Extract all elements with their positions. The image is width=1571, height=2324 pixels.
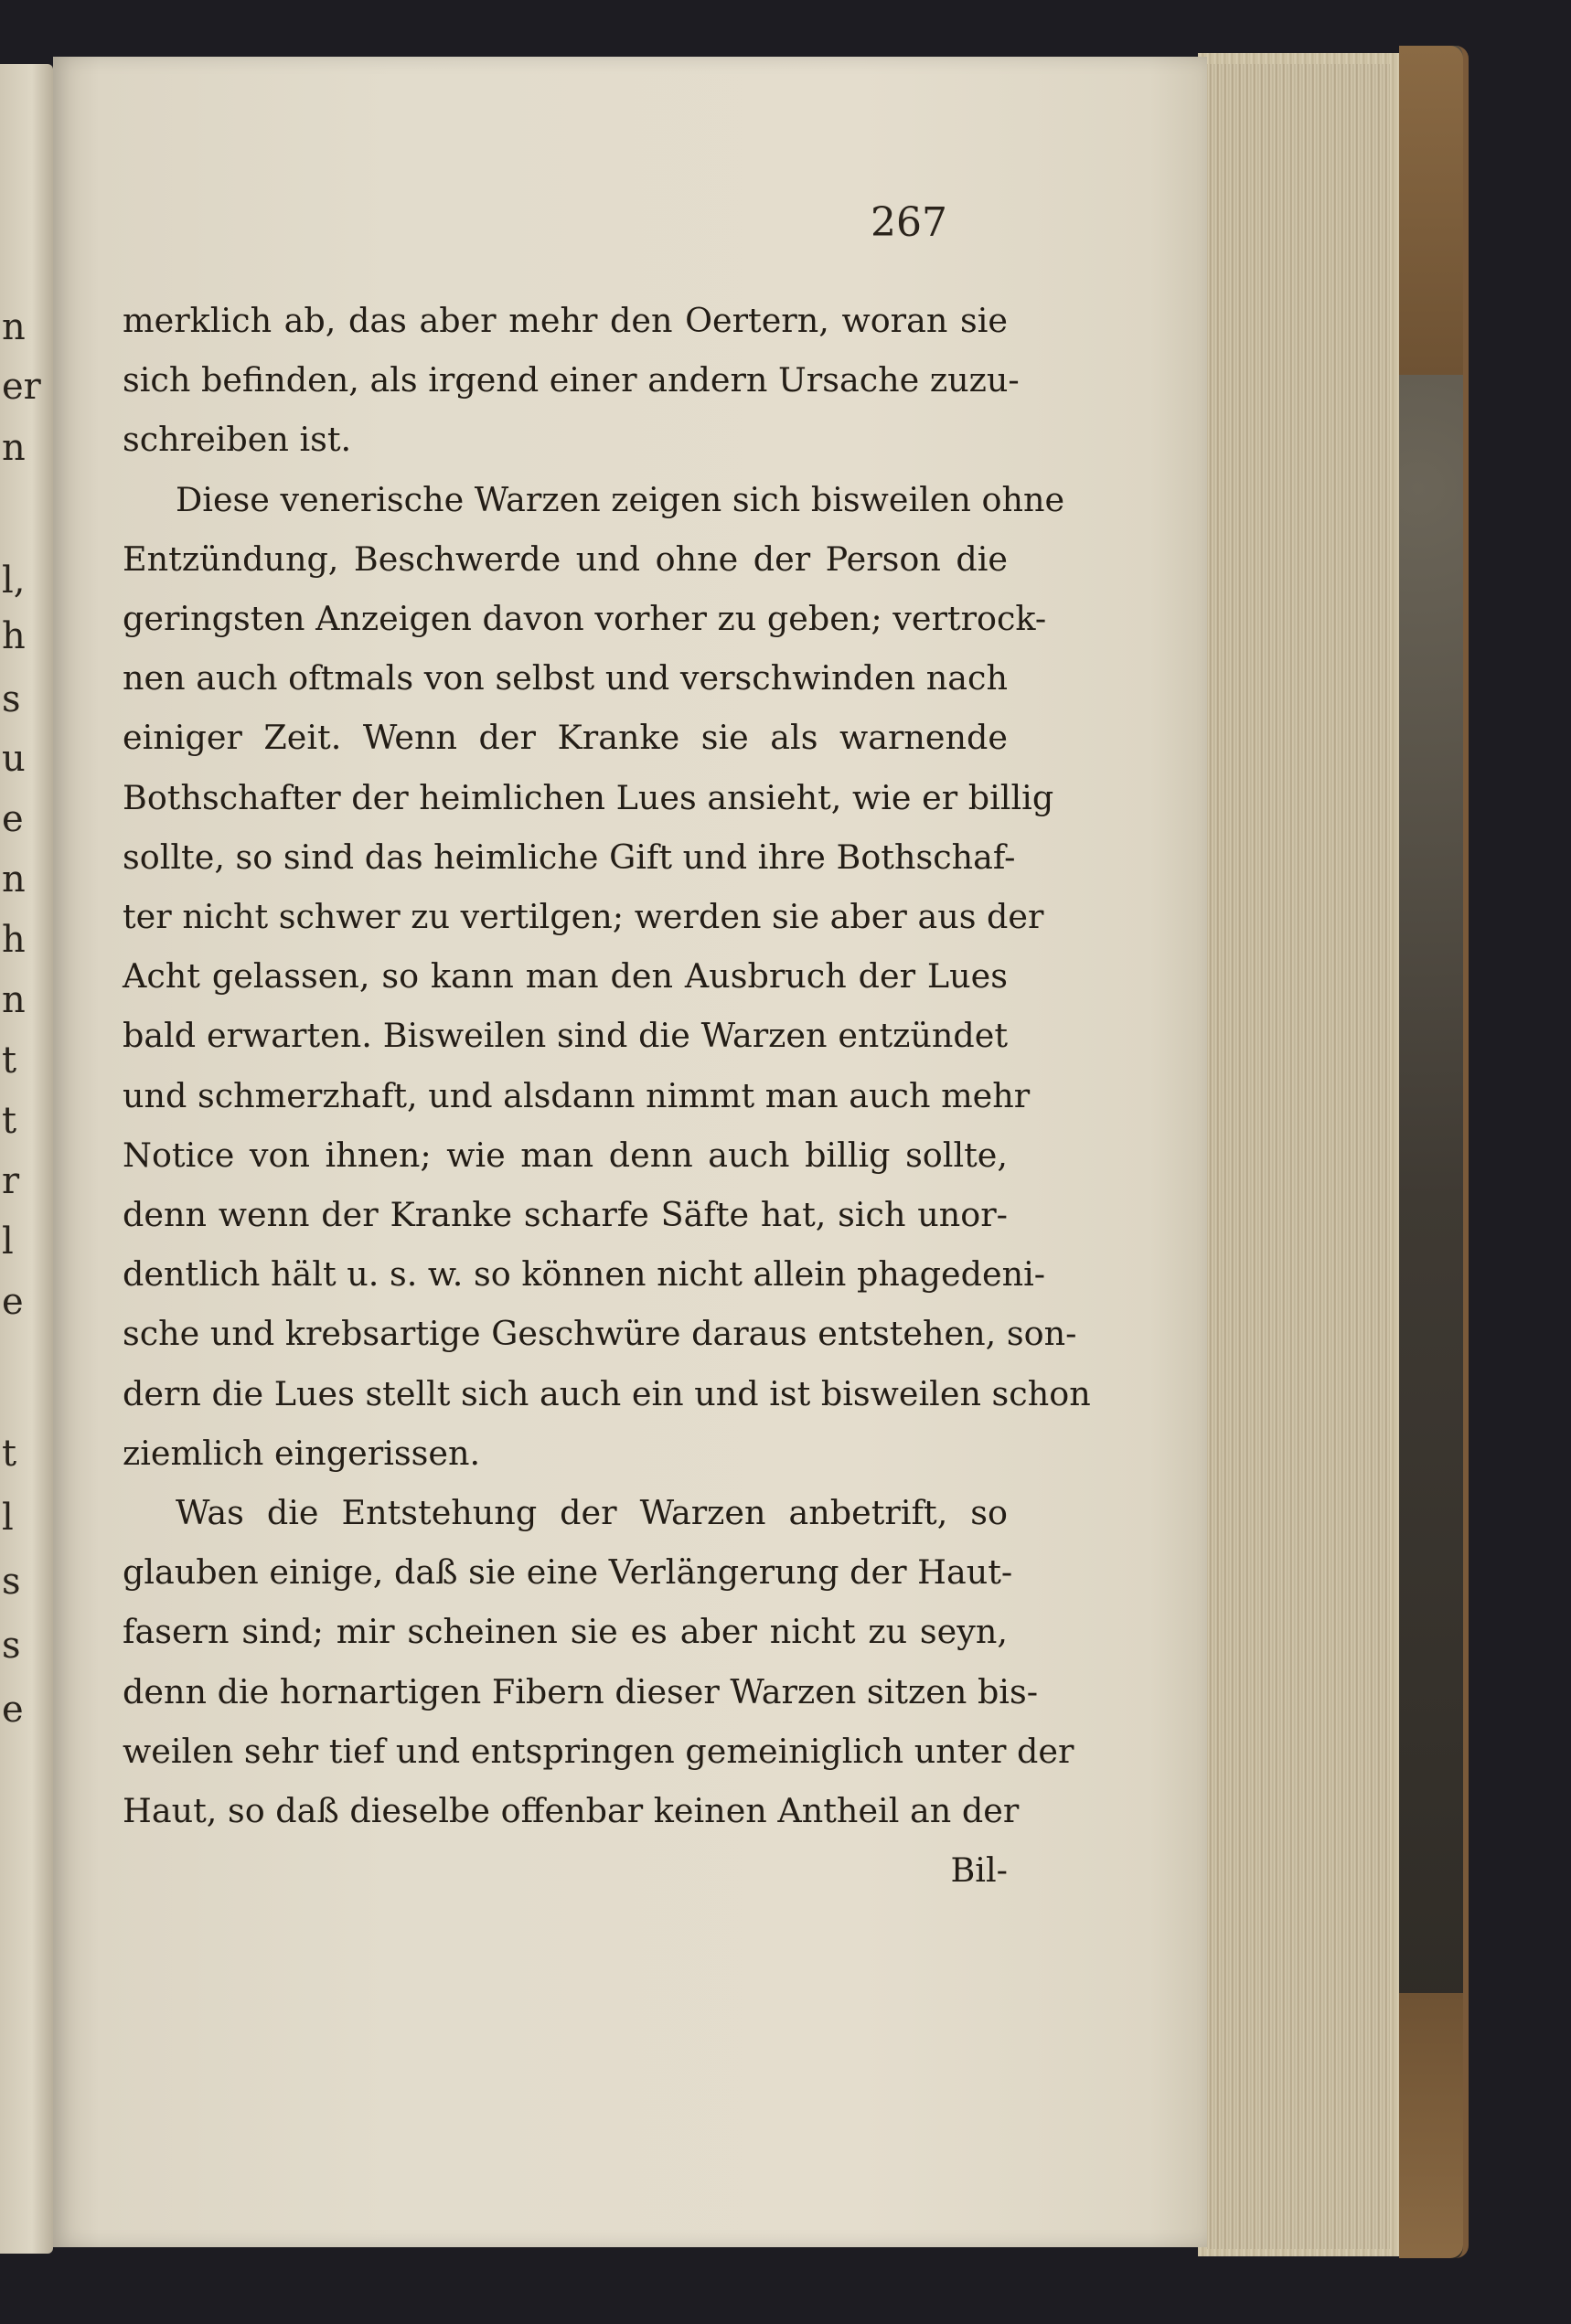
text-line: Haut, so daß dieselbe offenbar keinen Antheil an der [123, 1791, 1020, 1831]
left-page-fragment: n [2, 306, 26, 348]
text-line: ziemlich eingerissen. [123, 1433, 481, 1473]
text-line: sollte, so sind das heimliche Gift und ihre Bothschaf- [123, 837, 1016, 877]
page-text [123, 291, 1091, 1900]
catchword: Bil- [950, 1850, 1008, 1891]
text-line: sche und krebsartige Geschwüre daraus entstehen, son- [123, 1314, 1077, 1354]
text-line: Was die Entstehung der Warzen anbetrift, so [176, 1493, 1008, 1533]
text-line: Bothschafter der heimlichen Lues ansieht, wie er billig [123, 777, 1054, 817]
left-page-fragment: h [2, 919, 26, 961]
text-line: Diese venerische Warzen zeigen sich bisweilen ohne [176, 479, 1065, 519]
left-page-fragment: u [2, 738, 26, 780]
text-line: schreiben ist. [123, 420, 352, 460]
text-line: denn die hornartigen Fibern dieser Warzen sitzen bis- [123, 1671, 1039, 1711]
text-line: dentlich hält u. s. w. so können nicht allein phagedeni- [123, 1254, 1046, 1295]
left-page-fragment: e [2, 1689, 24, 1731]
left-page-fragment: n [2, 858, 26, 901]
left-page-fragment: t [2, 1039, 17, 1082]
page-block-texture [1207, 64, 1390, 2249]
left-page-edge [0, 64, 53, 2254]
book-cover-board [1399, 46, 1469, 2258]
text-line: nen auch oftmals von selbst und verschwinden nach [123, 658, 1008, 698]
left-page-fragment: s [2, 678, 21, 720]
left-page-fragment: s [2, 1625, 21, 1667]
text-line: Entzündung, Beschwerde und ohne der Person die [123, 538, 1008, 579]
left-page-fragment: er [2, 366, 41, 408]
text-line: glauben einige, daß sie eine Verlängerung der Haut- [123, 1552, 1013, 1593]
text-line: Acht gelassen, so kann man den Ausbruch der Lues [123, 956, 1008, 997]
text-line: und schmerzhaft, und alsdann nimmt man auch mehr [123, 1075, 1031, 1115]
text-line: ter nicht schwer zu vertilgen; werden sie aber aus der [123, 897, 1044, 937]
left-page-fragment: l, [2, 560, 26, 602]
left-page-fragment: n [2, 427, 26, 469]
cover-leather-corner-top [1399, 46, 1463, 375]
left-page-fragment: r [2, 1160, 20, 1202]
left-page-fragment: t [2, 1433, 17, 1475]
left-page-fragment: l [2, 1497, 14, 1539]
text-line: merklich ab, das aber mehr den Oertern, woran sie [123, 301, 1008, 340]
cover-leather-corner-bottom [1399, 1993, 1463, 2258]
text-line: einiger Zeit. Wenn der Kranke sie als warnende [123, 718, 1008, 758]
text-line: weilen sehr tief und entspringen gemeiniglich unter der [123, 1731, 1074, 1771]
text-line: dern die Lues stellt sich auch ein und ist bisweilen schon [123, 1373, 1091, 1413]
left-page-fragment: t [2, 1100, 17, 1142]
text-line: sich befinden, als irgend einer andern Ursache zuzu- [123, 360, 1020, 400]
page-number: 267 [871, 199, 947, 246]
left-page-fragment: h [2, 615, 26, 657]
left-page-fragment: e [2, 798, 24, 840]
text-line: bald erwarten. Bisweilen sind die Warzen entzündet [123, 1016, 1008, 1056]
text-line: fasern sind; mir scheinen sie es aber nicht zu seyn, [123, 1612, 1008, 1652]
text-line: denn wenn der Kranke scharfe Säfte hat, sich unor- [123, 1195, 1008, 1235]
left-page-fragment: n [2, 979, 26, 1021]
left-page-fragment: l [2, 1221, 14, 1263]
left-page-fragment: e [2, 1281, 24, 1323]
text-line: geringsten Anzeigen davon vorher zu geben; vertrock- [123, 599, 1047, 639]
left-page-fragment: s [2, 1561, 21, 1603]
text-line: Notice von ihnen; wie man denn auch billig sollte, [123, 1135, 1008, 1175]
